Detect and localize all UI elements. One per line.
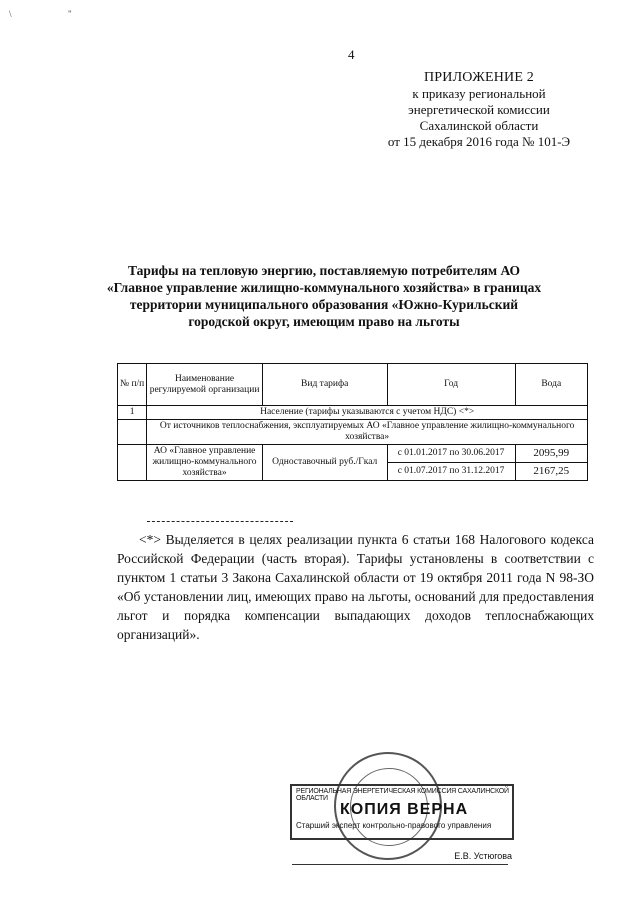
section-num: 1 <box>118 406 147 420</box>
appendix-line: к приказу региональной <box>412 86 546 101</box>
footnote: <*> Выделяется в целях реализации пункта 6 статьи 168 Налогового кодекса Российской Федерации (часть вторая). Тарифы установлены в соответствии с пунктом 1 статьи 3 Закона Сахалинской области от 19 октября 2011 года N 98-ЗО «Об установлении лиц, имеющих право на льготы, оснований для предоставления льгот и порядка компенсации выпадающих доходов теплоснабжающих организаций». <box>117 532 594 642</box>
appendix-line: Сахалинской области <box>419 118 539 133</box>
empty-cell <box>118 445 147 481</box>
certification-stamp <box>282 748 514 878</box>
section-label: Население (тарифы указываются с учетом НДС) <*> <box>147 406 588 420</box>
period: с 01.01.2017 по 30.06.2017 <box>387 445 515 463</box>
tariff-type: Одноставочный руб./Гкал <box>262 445 387 481</box>
header-value: Вода <box>515 364 587 406</box>
stamp-org: РЕГИОНАЛЬНАЯ ЭНЕРГЕТИЧЕСКАЯ КОМИССИЯ САХАЛИНСКОЙ ОБЛАСТИ <box>296 788 509 802</box>
title-line: территории муниципального образования «Южно-Курильский <box>129 297 519 312</box>
header-type: Вид тарифа <box>262 364 387 406</box>
appendix-title: ПРИЛОЖЕНИЕ 2 <box>423 70 535 85</box>
tariff-table <box>117 363 588 481</box>
header-num: № п/п <box>118 364 147 406</box>
stamp-box <box>290 784 514 840</box>
title-line: Тарифы на тепловую энергию, поставляемую потребителям АО <box>127 263 521 278</box>
subsection-row <box>118 420 588 445</box>
title-line: городской округ, имеющим право на льготы <box>188 314 460 329</box>
scan-mark: \ <box>9 9 12 19</box>
appendix-line: от 15 декабря 2016 года № 101-Э <box>387 134 571 149</box>
table-row <box>118 445 588 463</box>
appendix-header <box>364 70 594 150</box>
signatory-name: Е.В. Устюгова <box>454 851 512 861</box>
footnote-separator <box>147 521 293 522</box>
title-line: «Главное управление жилищно-коммунального хозяйства» в границах <box>106 280 542 295</box>
table-header-row <box>118 364 588 406</box>
stamp-title: Старший эксперт контрольно-правового управления <box>296 821 492 830</box>
appendix-line: энергетической комиссии <box>408 102 550 117</box>
tariff-value: 2095,99 <box>515 445 587 463</box>
header-org: Наименование регулируемой организации <box>147 364 263 406</box>
section-row <box>118 406 588 420</box>
stamp-copy-label: КОПИЯ ВЕРНА <box>340 801 469 818</box>
subsection-label: От источников теплоснабжения, эксплуатируемых АО «Главное управление жилищно-коммунального хозяйства» <box>147 420 588 445</box>
page-number: 4 <box>348 47 355 62</box>
scan-mark: " <box>68 9 72 19</box>
period: с 01.07.2017 по 31.12.2017 <box>387 463 515 481</box>
document-title <box>104 262 544 330</box>
empty-cell <box>118 420 147 445</box>
org-name: АО «Главное управление жилищно-коммунального хозяйства» <box>147 445 263 481</box>
header-year: Год <box>387 364 515 406</box>
tariff-value: 2167,25 <box>515 463 587 481</box>
